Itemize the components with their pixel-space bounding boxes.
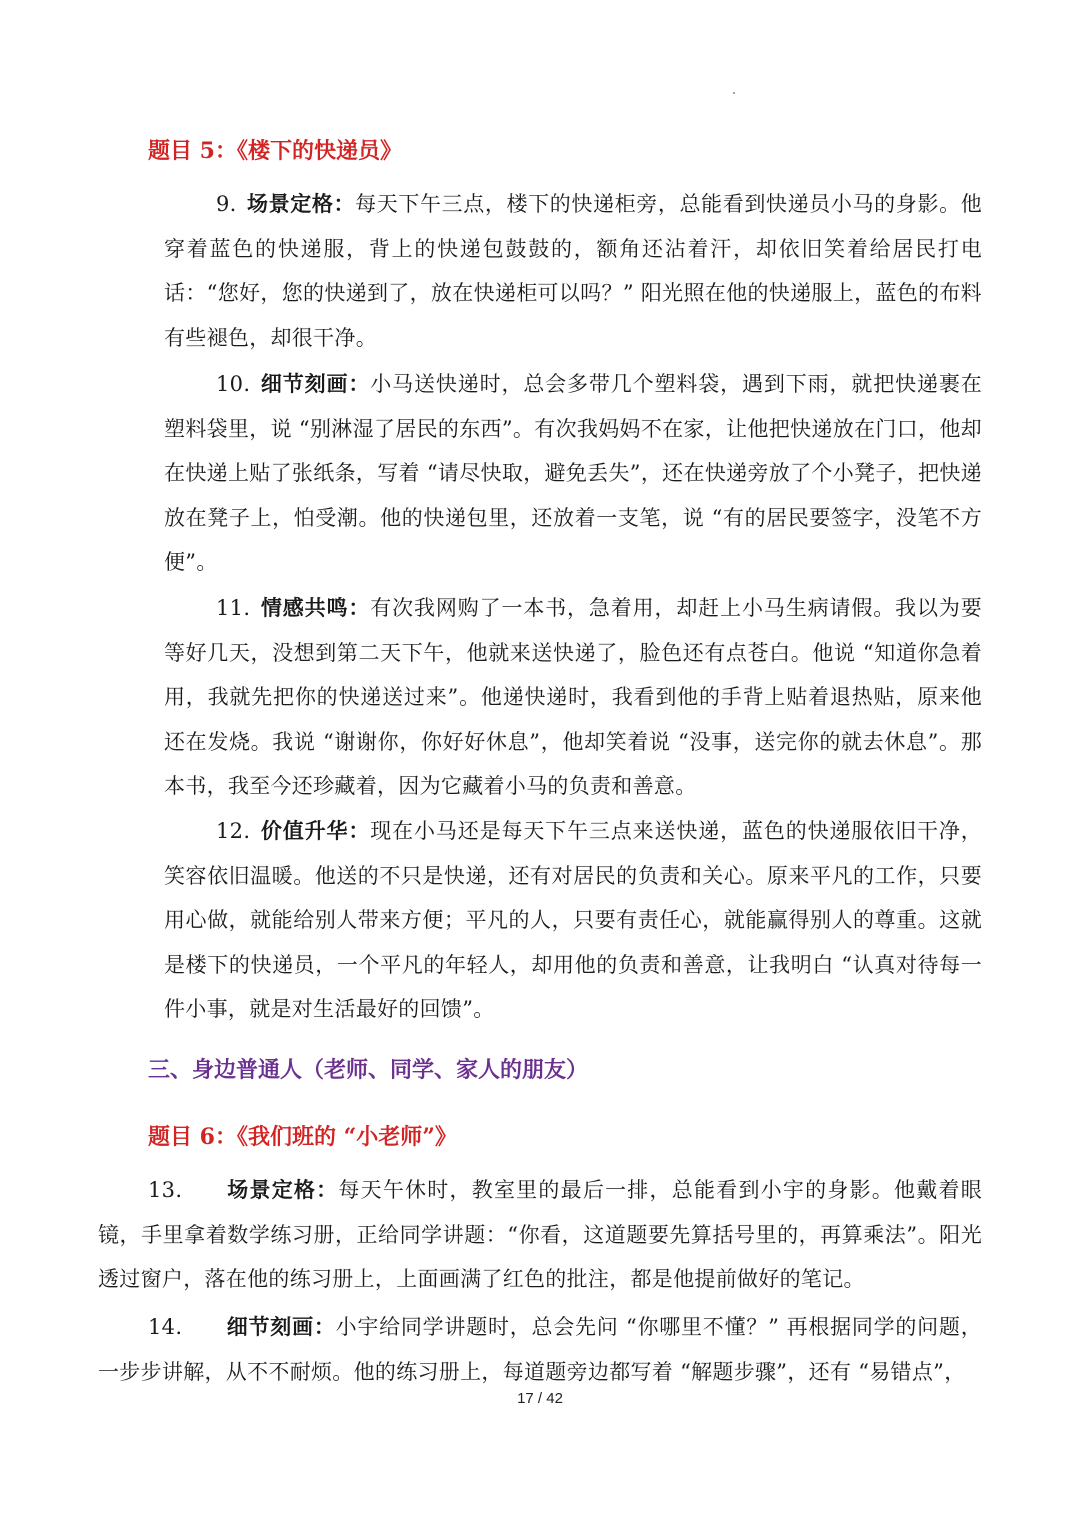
paragraph-number: 9. — [216, 192, 237, 216]
paragraph-text: 小马送快递时，总会多带几个塑料袋，遇到下雨，就把快递裹在塑料袋里，说 “别淋湿了居民的东西”。有次我妈妈不在家，让他把快递放在门口，他却在快递上贴了张纸条，写着 “请尽快取，避免丢失”，还在快递旁放了个小凳子，把快递放在凳子上，怕受潮。他的快递包里，还放着一支笔，说 “有的居民要签字，没笔不方便”。 — [164, 372, 982, 574]
paragraph-number: 13. — [148, 1178, 183, 1202]
paragraph-keyword: 细节刻画： — [260, 371, 371, 396]
paragraph-text: 现在小马还是每天下午三点来送快递，蓝色的快递服依旧干净，笑容依旧温暖。他送的不只是快递，还有对居民的负责和关心。原来平凡的工作，只要用心做，就能给别人带来方便；平凡的人，只要有责任心，就能赢得别人的尊重。这就是楼下的快递员，一个平凡的年轻人，却用他的负责和善意，让我明白 “认真对待每一件小事，就是对生活最好的回馈”。 — [164, 819, 982, 1021]
paragraph-keyword: 场景定格： — [246, 191, 356, 216]
page-number: 17 / 42 — [517, 1390, 563, 1407]
paragraph-12 — [164, 809, 982, 1032]
paragraph-number: 14. — [148, 1315, 183, 1339]
paragraph-14 — [98, 1305, 982, 1394]
paragraph-13 — [98, 1168, 982, 1302]
paragraph-keyword: 价值升华： — [260, 818, 371, 843]
paragraph-text: 小宇给同学讲题时，总会先问 “你哪里不懂？” 再根据同学的问题，一步步讲解，从不不耐烦。他的练习册上，每道题旁边都写着 “解题步骤”，还有 “易错点”， — [98, 1315, 983, 1384]
paragraph-11 — [164, 586, 982, 809]
paragraph-number: 11. — [216, 596, 251, 620]
paragraph-9 — [164, 182, 982, 360]
scan-mark — [733, 92, 735, 94]
paragraph-10 — [164, 362, 982, 585]
paragraph-text: 有次我网购了一本书，急着用，却赶上小马生病请假。我以为要等好几天，没想到第二天下午，他就来送快递了，脸色还有点苍白。他说 “知道你急着用，我就先把你的快递送过来”。他递快递时，我看到他的手背上贴着退热贴，原来他还在发烧。我说 “谢谢你，你好好休息”，他却笑着说 “没事，送完你的就去休息”。那本书，我至今还珍藏着，因为它藏着小马的负责和善意。 — [164, 596, 982, 798]
paragraph-keyword: 情感共鸣： — [260, 595, 371, 620]
paragraph-number: 10. — [216, 372, 251, 396]
section-3-heading: 三、身边普通人（老师、同学、家人的朋友） — [148, 1057, 589, 1083]
section-5-title: 题目 5：《楼下的快递员》 — [148, 138, 402, 164]
paragraph-text: 每天下午三点，楼下的快递柜旁，总能看到快递员小马的身影。他穿着蓝色的快递服，背上的快递包鼓鼓的，额角还沾着汗，却依旧笑着给居民打电话：“您好，您的快递到了，放在快递柜可以吗？” 阳光照在他的快递服上，蓝色的布料有些褪色，却很干净。 — [164, 192, 982, 350]
paragraph-text: 每天午休时，教室里的最后一排，总能看到小宇的身影。他戴着眼镜，手里拿着数学练习册，正给同学讲题：“你看，这道题要先算括号里的，再算乘法”。阳光透过窗户，落在他的练习册上，上面画满了红色的批注，都是他提前做好的笔记。 — [98, 1178, 983, 1291]
section-6-title: 题目 6：《我们班的 “小老师”》 — [148, 1124, 457, 1150]
paragraph-keyword: 场景定格： — [226, 1177, 339, 1202]
paragraph-keyword: 细节刻画： — [226, 1314, 336, 1339]
paragraph-number: 12. — [216, 819, 251, 843]
